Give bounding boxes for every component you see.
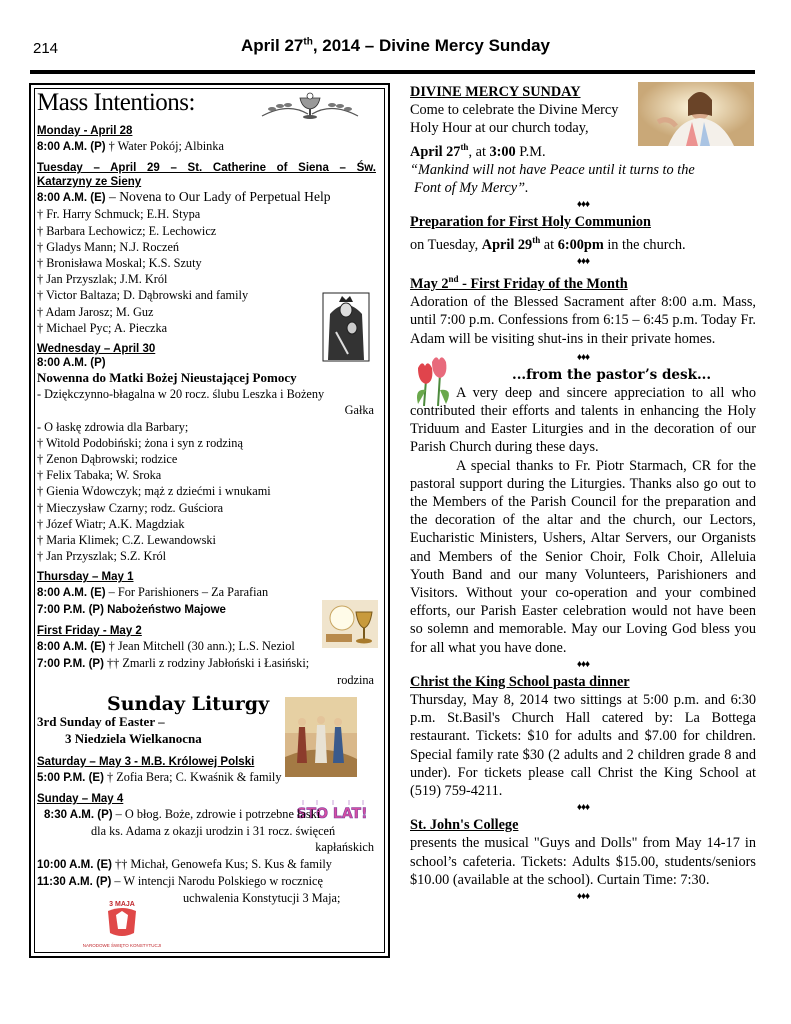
tuesday-item: † Jan Przyszlak; J.M. Król [37,272,168,287]
pastor-desk-paragraph: A very deep and sincere appreciation to all who contributed their efforts and talents in enhancing the Holy Triduum and Easter Liturgies and in the decoration of our Parish Church during these days. [410,384,756,456]
page-title: April 27th, 2014 – Divine Mercy Sunday [241,36,550,55]
tuesday-item: † Barbara Lechowicz; E. Lechowicz [37,223,217,238]
wednesday-item: † Felix Tabaka; W. Sroka [37,468,162,483]
pastor-desk-paragraph: A special thanks to Fr. Piotr Starmach, CR for the pastoral support during the Liturgies. Thanks also go out to the Members of the Parish Council for the preparation and the decoration of the altar and the church, our Lectors, Eucharistic Ministers, Ushers, Altar Servers, our Organists and Members of the Senior Choir, Folk Choir, Alleluia Youth Band and our many Volunteers, Parishioners and Visitors. Without your co-operation and your combined efforts, our Parish Easter celebration would not have been so solemn and memorable. May our Loving God bless you for all what you have done. [410,457,756,656]
sunday-intention-cont: uchwalenia Konstytucji 3 Maja; [183,890,341,905]
thursday-devotion: 7:00 P.M. (P) Nabożeństwo Majowe [37,603,226,616]
mass-intentions-column [37,88,382,906]
tuesday-item: † Bronisława Moskal; K.S. Szuty [37,256,202,271]
divine-mercy-time: April 27th, at 3:00 P.M. [410,141,546,160]
st-johns-heading: St. John's College [410,817,519,834]
first-friday-text: Adoration of the Blessed Sacrament after 8:00 a.m. Mass, until 7:00 p.m. Confessions from 6:15 – 6:45 p.m. Today Fr. Adam will be visiting shut-ins in their private homes. [410,294,756,347]
sunday-subtitle-pl: 3 Niedziela Wielkanocna [65,730,202,746]
section-divider: ♦♦♦ [576,198,590,210]
divine-mercy-heading: DIVINE MERCY SUNDAY [410,84,581,100]
section-divider: ♦♦♦ [576,256,590,268]
divine-mercy-quote: “Mankind will not have Peace until it turns to the [410,161,695,178]
sunday-intention-cont: dla ks. Adama z okazji urodzin i 31 rocz. święceń [91,824,336,839]
wednesday-time: 8:00 A.M. (P) [37,357,106,370]
wednesday-item: † Józef Wiatr; A.K. Magdziak [37,516,185,531]
thursday-heading: Thursday – May 1 [37,571,134,584]
friday-intention: 7:00 P.M. (P) †† Zmarli z rodziny Jabłoński i Łasiński; [37,656,310,671]
first-communion-heading: Preparation for First Holy Communion [410,213,651,230]
wednesday-item: - O łaskę zdrowia dla Barbary; [37,419,189,434]
tuesday-item: † Gladys Mann; N.J. Roczeń [37,239,180,254]
section-divider: ♦♦♦ [576,658,590,670]
saturday-intention: 5:00 P.M. (E) † Zofia Bera; C. Kwaśnik & family [37,769,282,784]
thursday-intention: 8:00 A.M. (E) – For Parishioners – Za Parafian [37,585,269,600]
wednesday-item: † Zenon Dąbrowski; rodzice [37,452,178,467]
tuesday-item: † Victor Baltaza; D. Dąbrowski and family [37,288,249,303]
page-number: 214 [33,40,59,57]
wednesday-first-intention: - Dziękczynno-błagalna w 20 rocz. ślubu Leszka i Bożeny [37,387,325,402]
section-divider: ♦♦♦ [576,802,590,814]
divine-mercy-text: Come to celebrate the Divine Mercy [410,102,619,119]
sunday-liturgy-heading: Sunday Liturgy [107,693,270,716]
mass-intentions-heading: Mass Intentions: [37,89,195,116]
sunday-subtitle: 3rd Sunday of Easter – [37,713,165,729]
page-header [0,0,791,70]
tuesday-item: † Michael Pyc; A. Pieczka [37,320,168,335]
wednesday-first-cont: Gałka [344,403,374,418]
wednesday-item: † Maria Klimek; C.Z. Lewandowski [37,533,216,548]
pastor-desk-heading: ...from the pastor’s desk... [512,366,712,383]
header-rule [30,70,755,74]
monday-heading: Monday - April 28 [37,125,133,137]
pasta-dinner-heading: Christ the King School pasta dinner [410,673,630,690]
sunday-intention: 10:00 A.M. (E) †† Michał, Genowefa Kus; S. Kus & family [37,856,332,871]
svg-text:3 MAJA: 3 MAJA [109,901,135,908]
friday-intention: 8:00 A.M. (E) † Jean Mitchell (30 ann.); L.S. Neziol [37,638,295,653]
wednesday-item: † Gienia Wdowczyk; mąż z dziećmi i wnukami [37,484,271,499]
sunday-intention: 11:30 A.M. (P) – W intencji Narodu Polskiego w rocznicę [37,873,323,888]
wednesday-item: † Jan Przyszlak; S.Z. Król [37,549,167,564]
friday-intention-cont: rodzina [337,673,374,688]
st-johns-text: presents the musical "Guys and Dolls" from May 14-17 in school’s cafeteria. Tickets: Adults $15.00, students/seniors $10.00 (available at the school). Curtain Time: 7:30. [410,835,756,888]
saturday-heading: Saturday – May 3 - M.B. Królowej Polski [37,755,255,768]
sunday-intention: 8:30 A.M. (P) – O błog. Boże, zdrowie i potrzebne łaski [44,806,321,821]
tuesday-heading: Tuesday – April 29 – St. Catherine of Siena – Św. Katarzyny ze Sieny [37,162,376,189]
wednesday-item: † Witold Podobiński; żona i syn z rodziną [37,435,243,450]
wednesday-novena: Nowenna do Matki Bożej Nieustającej Pomocy [37,370,297,386]
divine-mercy-text: Holy Hour at our church today, [410,120,589,137]
announcements-column [410,82,756,905]
section-divider: ♦♦♦ [576,891,590,903]
monday-intention: 8:00 A.M. (P) † Water Pokój; Albinka [37,139,224,153]
tuesday-item: † Fr. Harry Schmuck; E.H. Stypa [37,207,201,222]
sunday-heading: Sunday – May 4 [37,792,124,805]
tuesday-item: † Adam Jarosz; M. Guz [37,304,154,319]
first-communion-text: on Tuesday, April 29th at 6:00pm in the church. [410,235,686,253]
pasta-dinner-text: Thursday, May 8, 2014 two sittings at 5:00 p.m. and 6:30 p.m. St.Basil's Church Hall catered by: La Bottega restaurant. Tickets: $10 for adults and $7.00 for children. Special family rate $30 (2 adults and 2 children grade 8 and under). For tickets please call Christ the King School at (519) 759-4211. [410,691,756,799]
wednesday-heading: Wednesday – April 30 [37,343,156,356]
first-friday-heading: First Friday - May 2 [37,624,142,637]
first-friday-heading: May 2nd - First Friday of the Month [410,274,628,292]
divine-mercy-quote: Font of My Mercy”. [414,179,529,196]
tuesday-novena: 8:00 A.M. (E) – Novena to Our Lady of Perpetual Help [37,189,331,205]
sunday-intention-cont: kapłańskich [315,840,374,855]
wednesday-item: † Mieczysław Czarny; rodz. Guściora [37,500,224,515]
section-divider: ♦♦♦ [576,351,590,363]
svg-text:NARODOWE ŚWIĘTO KONSTYTUCJI: NARODOWE ŚWIĘTO KONSTYTUCJI [82,943,162,948]
svg-text:STO LAT!: STO LAT! [296,806,368,820]
